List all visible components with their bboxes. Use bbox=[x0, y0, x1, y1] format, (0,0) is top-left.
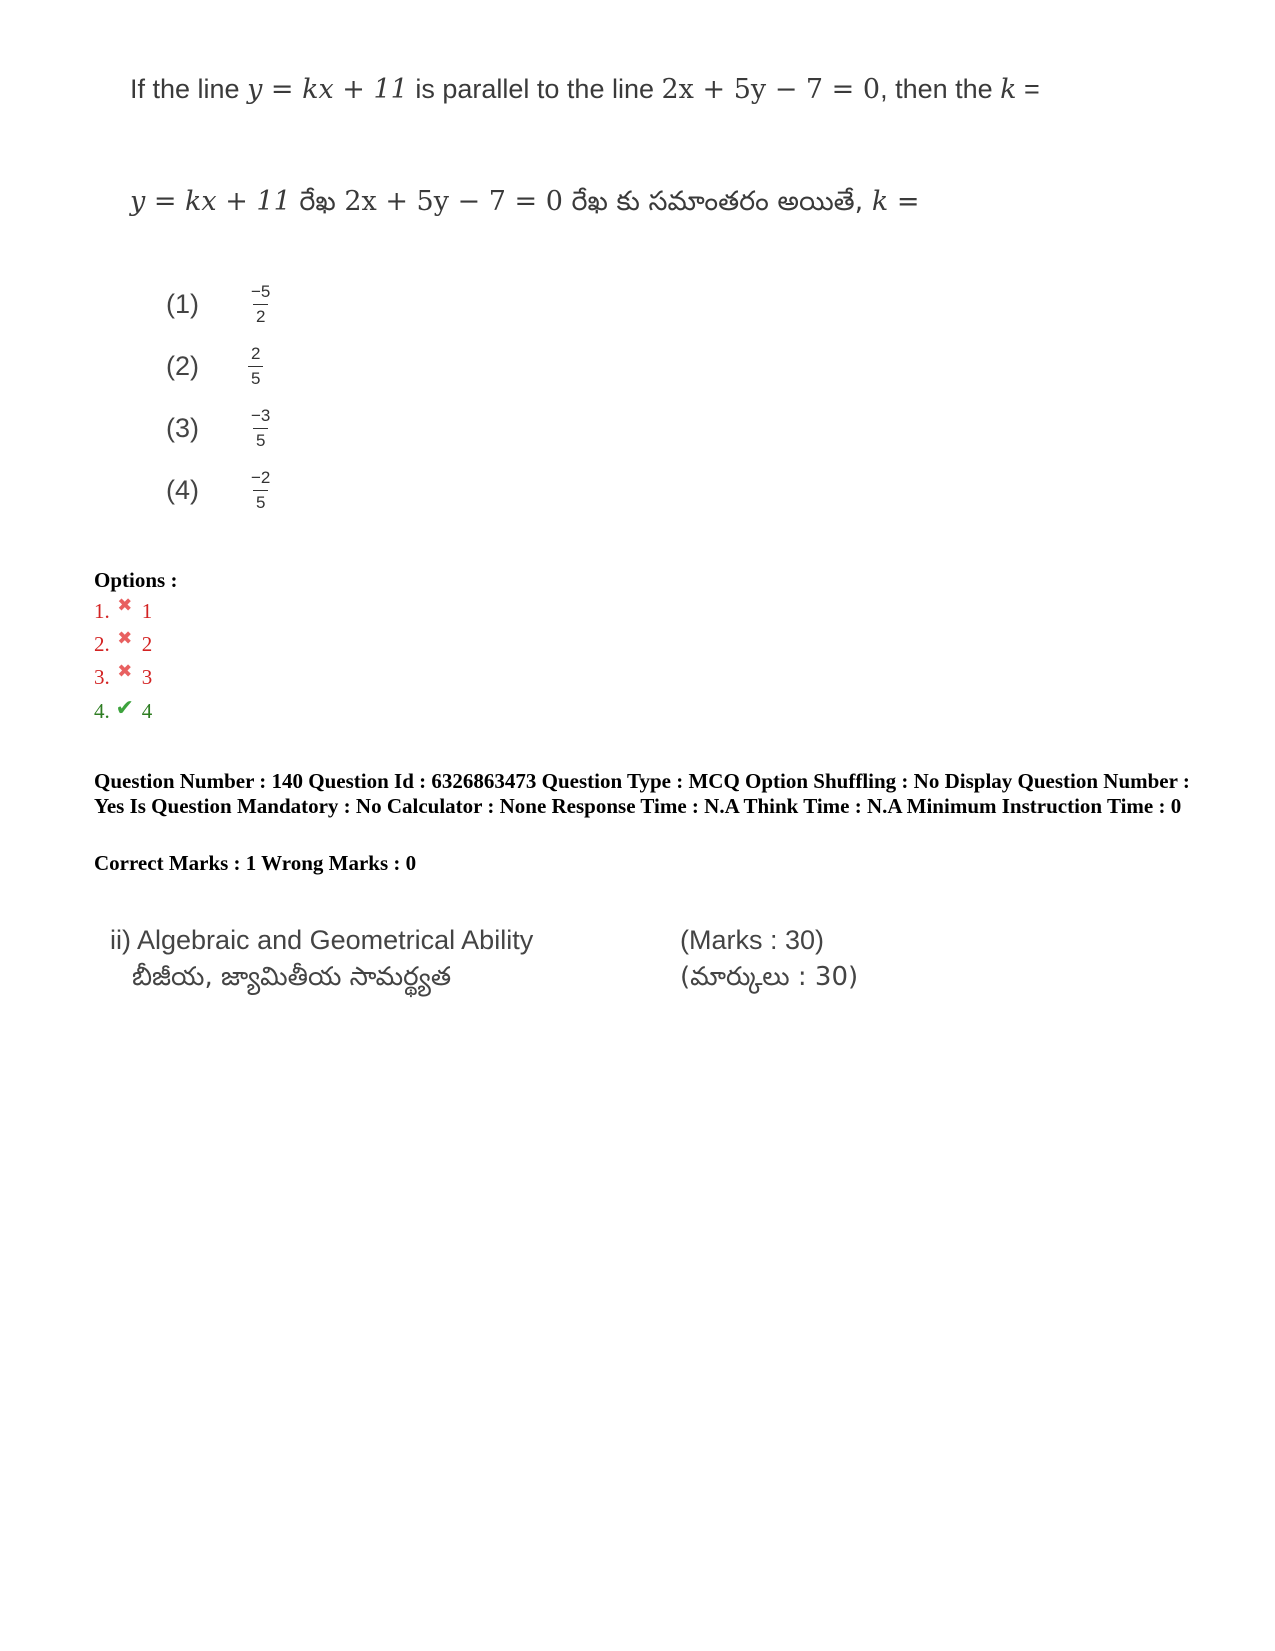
section-title-english: ii) Algebraic and Geometrical Ability bbox=[110, 925, 534, 955]
section-title-telugu: బీజీయ, జ్యామితీయ సామర్థ్యత bbox=[132, 962, 452, 992]
fraction-numerator: 2 bbox=[251, 343, 261, 363]
fraction-denominator: 2 bbox=[253, 304, 268, 327]
option-4 bbox=[94, 695, 153, 724]
question-end: = bbox=[1016, 74, 1040, 104]
choice-fraction bbox=[248, 282, 273, 327]
question-text-english bbox=[130, 74, 1040, 105]
option-index: 3. bbox=[94, 665, 110, 689]
question-marks: Correct Marks : 1 Wrong Marks : 0 bbox=[94, 851, 417, 875]
fraction-denominator: 5 bbox=[253, 490, 268, 513]
option-value: 2 bbox=[141, 632, 153, 656]
choice-fraction bbox=[248, 468, 273, 513]
equation-line-2: 2x + 5y − 7 = 0 bbox=[661, 74, 881, 105]
choice-label: (1) bbox=[166, 288, 199, 319]
choice-3 bbox=[166, 402, 273, 454]
question-text-telugu bbox=[130, 186, 919, 224]
choice-fraction bbox=[248, 406, 273, 451]
question-middle: is parallel to the line bbox=[407, 74, 662, 104]
question-suffix: , then the bbox=[880, 74, 1001, 104]
variable-k: k bbox=[1000, 74, 1017, 105]
choice-label: (3) bbox=[166, 412, 199, 443]
question-prefix: If the line bbox=[130, 74, 248, 104]
option-index: 2. bbox=[94, 632, 110, 656]
fraction-numerator: −3 bbox=[251, 405, 271, 425]
choice-1 bbox=[166, 278, 273, 330]
telugu-word-2: రేఖ కు సమాంతరం అయితే, bbox=[562, 186, 872, 217]
option-value: 1 bbox=[141, 599, 153, 623]
choice-fraction bbox=[248, 344, 263, 389]
fraction-denominator: 5 bbox=[253, 428, 268, 451]
option-3 bbox=[94, 661, 153, 690]
wrong-cross-icon: ✖ bbox=[117, 628, 133, 648]
equation-line-1: y = kx + 11 bbox=[247, 74, 408, 105]
section-marks-telugu: (మార్కులు : 30) bbox=[680, 962, 859, 992]
option-2 bbox=[94, 628, 153, 657]
choice-4 bbox=[166, 464, 273, 516]
choice-label: (2) bbox=[166, 350, 199, 381]
option-value: 3 bbox=[141, 665, 153, 689]
variable-k: k bbox=[871, 186, 889, 217]
section-marks-english: (Marks : 30) bbox=[680, 925, 825, 955]
equation-line-1: y = kx + 11 bbox=[130, 186, 291, 217]
choice-2 bbox=[166, 340, 263, 392]
option-value: 4 bbox=[141, 698, 153, 723]
choice-label: (4) bbox=[166, 474, 199, 505]
fraction-numerator: −2 bbox=[251, 467, 271, 487]
equation-line-2: 2x + 5y − 7 = 0 bbox=[344, 186, 563, 217]
wrong-cross-icon: ✖ bbox=[117, 595, 133, 615]
telugu-word-1: రేఖ bbox=[290, 186, 345, 217]
question-end: = bbox=[888, 186, 920, 217]
correct-check-icon: ✔ bbox=[115, 695, 134, 720]
wrong-cross-icon: ✖ bbox=[117, 661, 133, 681]
fraction-denominator: 5 bbox=[248, 366, 263, 389]
options-title: Options : bbox=[94, 568, 178, 592]
option-index: 4. bbox=[94, 698, 110, 723]
question-meta: Question Number : 140 Question Id : 6326863473 Question Type : MCQ Option Shuffling : No Display Question Number : Yes Is Question Mandatory : No Calculator : None Response Time : N.A Think Time : N.A Minimum Instruction Time : 0 bbox=[94, 769, 1190, 818]
option-index: 1. bbox=[94, 599, 110, 623]
fraction-numerator: −5 bbox=[251, 281, 271, 301]
option-1 bbox=[94, 595, 153, 624]
